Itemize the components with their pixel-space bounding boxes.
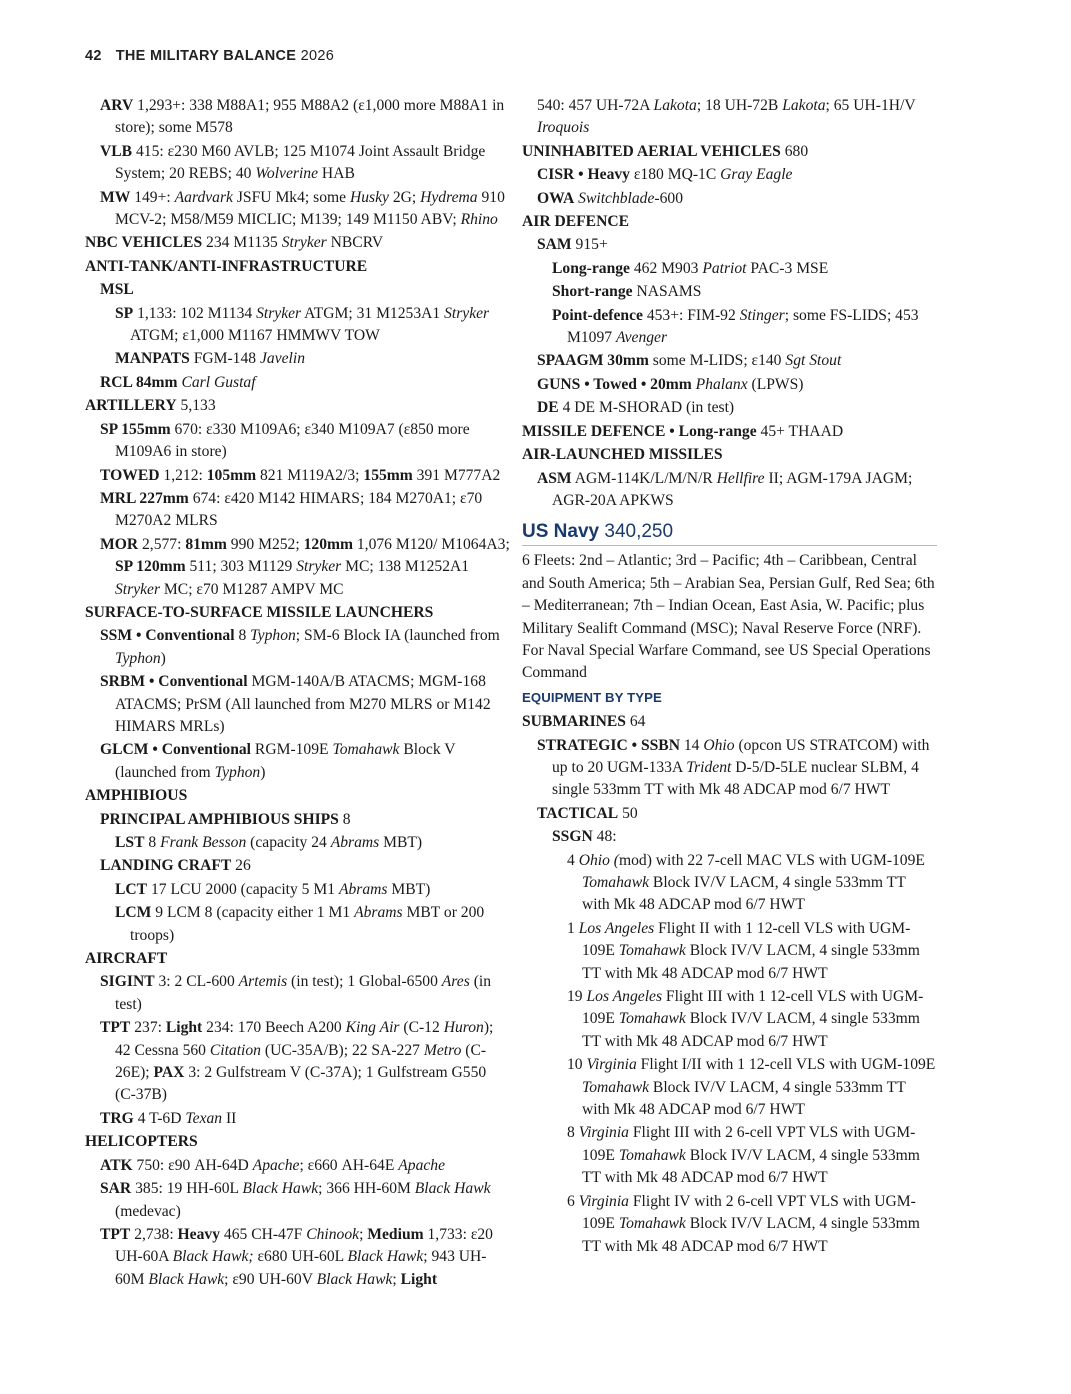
navy-equipment-list <box>522 711 937 1258</box>
entry-label: Heavy <box>177 1225 220 1243</box>
entry-label: NBC VEHICLES <box>85 234 203 252</box>
inventory-entry <box>85 303 510 348</box>
entry-text: 26 <box>231 857 251 875</box>
entry-name-italic: Javelin <box>259 350 306 368</box>
inventory-entry <box>85 785 510 807</box>
entry-name-italic: Lakota <box>782 97 826 114</box>
inventory-entry <box>85 1178 510 1223</box>
entry-text: 8 <box>144 834 161 851</box>
inventory-entry <box>85 1131 510 1153</box>
entry-label: STRATEGIC • SSBN <box>537 736 680 754</box>
inventory-entry <box>522 986 937 1053</box>
entry-name-italic: Virginia <box>586 1056 637 1074</box>
entry-label: AIR-LAUNCHED MISSILES <box>522 446 723 464</box>
entry-text: 1,733: ε20 UH-60A <box>115 1225 493 1266</box>
equipment-by-type-heading: EQUIPMENT BY TYPE <box>522 689 662 705</box>
entry-name-italic: Frank Besson <box>160 834 247 851</box>
entry-text: 234: 170 Beech A200 <box>202 1019 346 1037</box>
entry-label: SUBMARINES <box>522 713 626 731</box>
entry-text: (medevac) <box>115 1202 181 1220</box>
entry-text: Block IV/V LACM, 4 single 533mm TT with Mk 48 ADCAP mod 6/7 HWT <box>582 942 920 982</box>
entry-text: MBT) <box>387 880 431 898</box>
entry-label: LST <box>115 834 145 851</box>
entry-text: 50 <box>618 804 638 822</box>
entry-text: 48: <box>592 828 617 846</box>
entry-label: MISSILE DEFENCE • Long-range <box>522 422 757 440</box>
inventory-entry <box>85 256 510 278</box>
entry-text: 3: 2 CL-600 <box>154 973 239 991</box>
entry-text: RGM-109E <box>251 741 333 759</box>
entry-text: 821 M119A2/3; <box>256 466 364 484</box>
entry-label: TOWED <box>100 466 160 484</box>
entry-text: 391 M777A2 <box>412 466 501 484</box>
entry-text: ε180 MQ-1C <box>629 166 721 184</box>
entry-label: TPT <box>100 1225 131 1243</box>
entry-text: 64 <box>625 713 646 731</box>
entry-text: ; SM-6 Block IA (launched from <box>295 627 500 645</box>
entry-label: PAX <box>153 1064 185 1082</box>
entry-text: MC; ε70 M1287 AMPV MC <box>160 580 344 598</box>
inventory-entry <box>522 305 937 350</box>
entry-text: ; 366 HH-60M <box>318 1180 415 1198</box>
entry-text: 2,577: <box>138 535 186 553</box>
entry-text: 5,133 <box>176 397 216 415</box>
inventory-entry <box>522 918 937 985</box>
entry-text: Flight III with 2 6-cell VPT VLS with UGM-109E <box>582 1124 916 1164</box>
entry-text: 915+ <box>571 236 608 254</box>
entry-text: II <box>222 1109 237 1127</box>
entry-label: ARV <box>100 97 134 114</box>
entry-label: SPAAGM 30mm <box>537 352 649 370</box>
inventory-entry <box>522 826 937 848</box>
entry-name-italic: Sgt Stout <box>785 352 842 370</box>
entry-name-italic: Wolverine <box>255 165 319 183</box>
inventory-entry <box>85 232 510 254</box>
entry-label: SAR <box>100 1180 132 1198</box>
publication-title: THE MILITARY BALANCE <box>115 48 297 64</box>
entry-label: HELICOPTERS <box>85 1133 198 1151</box>
entry-label: MW <box>100 188 131 206</box>
entry-text: (C-26E); <box>115 1041 487 1082</box>
entry-label: TRG <box>100 1109 134 1127</box>
entry-name-italic: Tomahawk <box>332 741 400 759</box>
entry-text: MC; 138 M1252A1 <box>341 558 470 576</box>
entry-text: (in test); 1 Global-6500 <box>287 973 442 991</box>
entry-label: DE <box>537 399 559 417</box>
entry-text: 511; 303 M1129 <box>185 558 297 576</box>
entry-text: 462 M903 <box>629 259 703 277</box>
entry-text: ) <box>160 649 166 667</box>
inventory-entry <box>522 711 937 733</box>
entry-text: 415: ε230 M60 AVLB; 125 M1074 Joint Assault Bridge System; 20 REBS; 40 <box>115 142 486 183</box>
entry-text: ATGM; 31 M1253A1 <box>301 304 445 322</box>
entry-name-italic: Tomahawk <box>618 1146 686 1164</box>
inventory-entry <box>85 879 510 901</box>
entry-text: Block IV/V LACM, 4 single 533mm TT with Mk 48 ADCAP mod 6/7 HWT <box>582 1078 906 1119</box>
left-column <box>85 95 510 1292</box>
entry-text: Block V (launched from <box>115 741 456 781</box>
entry-text: 465 CH-47F <box>220 1225 307 1243</box>
entry-text: ; ε90 UH-60V <box>224 1270 317 1288</box>
inventory-entry <box>85 602 510 624</box>
inventory-entry <box>522 421 937 443</box>
entry-text: 1,076 M120/ M1064A3; <box>352 535 510 553</box>
entry-label: GUNS • Towed • 20mm <box>537 375 692 393</box>
inventory-entry <box>522 1122 937 1189</box>
entry-name-italic: Apache <box>398 1156 446 1174</box>
entry-text: 680 <box>780 142 809 160</box>
entry-name-italic: Aardvark <box>174 188 233 206</box>
inventory-entry <box>85 809 510 831</box>
entry-name-italic: Stryker <box>296 558 342 576</box>
inventory-entry <box>85 534 510 601</box>
entry-label: SAM <box>537 236 572 254</box>
entry-text: ; ε660 AH-64E <box>299 1156 399 1174</box>
entry-label: GLCM • Conventional <box>100 741 252 759</box>
entry-name-italic: Tomahawk <box>618 1010 686 1028</box>
inventory-entry <box>85 855 510 877</box>
entry-label: SP <box>115 304 134 322</box>
entry-label: AIRCRAFT <box>85 950 168 968</box>
inventory-entry <box>522 374 937 396</box>
entry-name-italic: Avenger <box>615 329 668 347</box>
entry-name-italic: Typhon <box>115 649 161 667</box>
entry-label: UNINHABITED AERIAL VEHICLES <box>522 142 781 160</box>
entry-text: 1,133: 102 M1134 <box>133 304 257 322</box>
entry-text: Block IV/V LACM, 4 single 533mm TT with Mk 48 ADCAP mod 6/7 HWT <box>582 874 906 914</box>
entry-label: VLB <box>100 142 133 160</box>
entry-name-italic: Typhon <box>250 627 296 645</box>
entry-text: 4 DE M-SHORAD (in test) <box>558 399 735 417</box>
entry-name-italic: Huron <box>443 1019 484 1037</box>
inventory-entry <box>522 164 937 186</box>
inventory-entry <box>85 395 510 417</box>
entry-name-italic: Patriot <box>702 259 747 277</box>
entry-label: LCT <box>115 880 148 898</box>
entry-name-italic: Texan <box>185 1109 223 1127</box>
page-header <box>85 48 334 64</box>
entry-text: 910 MCV-2; M58/M59 MICLIC; M139; 149 M1150 ABV; <box>115 188 505 229</box>
entry-label: TACTICAL <box>537 804 619 822</box>
entry-label: AMPHIBIOUS <box>85 787 188 805</box>
entry-text: ; 18 UH-72B <box>696 97 783 114</box>
inventory-entry <box>85 1108 510 1130</box>
inventory-entry <box>522 1191 937 1258</box>
entry-text: Block IV/V LACM, 4 single 533mm TT with Mk 48 ADCAP mod 6/7 HWT <box>582 1215 920 1255</box>
entry-name-italic: Tomahawk <box>582 874 650 891</box>
entry-label: RCL 84mm <box>100 373 178 391</box>
entry-name-italic: Trident <box>686 758 732 776</box>
entry-name-italic: Typhon <box>214 763 261 781</box>
entry-text: ; some FS-LIDS; 453 M1097 <box>567 306 919 347</box>
entry-label: TPT <box>100 1019 131 1037</box>
inventory-entry <box>85 948 510 970</box>
entry-name-italic: Citation <box>209 1041 261 1059</box>
inventory-entry <box>522 850 937 917</box>
entry-label: 120mm <box>303 535 353 553</box>
entry-name-italic: Ohio ( <box>578 851 619 869</box>
entry-name-italic: Iroquois <box>537 119 590 137</box>
entry-text: some M-LIDS; ε140 <box>648 352 786 370</box>
inventory-entry <box>522 188 937 210</box>
entry-text: 10 <box>567 1056 587 1074</box>
entry-text: 750: ε90 AH-64D <box>132 1156 253 1174</box>
entry-text: 8 <box>234 627 251 645</box>
entry-label: 81mm <box>185 535 227 553</box>
entry-text: ε680 UH-60L <box>253 1248 348 1266</box>
inventory-entry <box>85 348 510 370</box>
entry-label: SRBM • Conventional <box>100 673 248 691</box>
entry-text: NBCRV <box>326 234 384 252</box>
entry-name-italic: Abrams <box>338 880 388 898</box>
entry-text: ATGM; ε1,000 M1167 HMMWV TOW <box>130 327 380 345</box>
entry-name-italic: Lakota <box>653 97 697 114</box>
entry-name-italic: Black Hawk <box>148 1270 225 1288</box>
page-number: 42 <box>85 48 102 64</box>
inventory-entry <box>85 465 510 487</box>
entry-text: 17 LCU 2000 (capacity 5 M1 <box>147 880 339 898</box>
entry-name-italic: Artemis <box>238 973 288 991</box>
entry-label: Medium <box>367 1225 424 1243</box>
inventory-entry <box>85 187 510 232</box>
entry-text: (C-12 <box>399 1019 444 1037</box>
entry-text: ; 943 UH-60M <box>115 1248 487 1288</box>
right-column <box>522 95 937 1259</box>
entry-text: 1,293+: 338 M88A1; 955 M88A2 (ε1,000 more M88A1 in store); some M578 <box>115 97 505 137</box>
entry-label: ATK <box>100 1156 133 1174</box>
inventory-entry <box>522 444 937 466</box>
entry-text: 1 <box>567 919 579 937</box>
entry-text: 9 LCM 8 (capacity either 1 M1 <box>151 904 355 922</box>
entry-text: (UC-35A/B); 22 SA-227 <box>260 1041 424 1059</box>
entry-text: 674: ε420 M142 HIMARS; 184 M270A1; ε70 M270A2 MLRS <box>115 489 483 530</box>
entry-label: SP 120mm <box>115 558 186 576</box>
entry-text: 540: 457 UH-72A <box>537 97 654 114</box>
fleets-description: 6 Fleets: 2nd – Atlantic; 3rd – Pacific; 4th – Caribbean, Central and South America; 5th – Arabian Sea, Persian Gulf, Red Sea; 6th – Mediterranean; 7th – Indian Ocean, East Asia, W. Pacific; plus Military Sealift Command (MSC); Naval Reserve Force (NRF). For Naval Special Warfare Command, see US Special Operations Command <box>522 552 935 682</box>
inventory-entry <box>522 258 937 280</box>
entry-label: CISR • Heavy <box>537 166 630 184</box>
entry-label: Point-defence <box>552 306 643 324</box>
entry-text: MBT) <box>379 834 423 851</box>
inventory-entry <box>85 488 510 533</box>
personnel-strength: 340,250 <box>604 521 674 543</box>
entry-name-italic: Ohio <box>703 736 735 754</box>
entry-text: (capacity 24 <box>246 834 331 851</box>
inventory-entry <box>522 281 937 303</box>
entry-text: 8 <box>338 810 351 828</box>
entry-label: MRL 227mm <box>100 489 189 507</box>
entry-label: OWA <box>537 189 575 207</box>
entry-text: (in test) <box>115 973 492 1013</box>
entry-text: 8 <box>567 1124 579 1142</box>
inventory-entry <box>85 1155 510 1177</box>
entry-text: ; <box>359 1225 368 1243</box>
entry-label: SSM • Conventional <box>100 627 235 645</box>
inventory-entry <box>522 350 937 372</box>
entry-name-italic: Stryker <box>115 580 161 598</box>
inventory-entry <box>522 1054 937 1121</box>
inventory-entry <box>522 95 937 140</box>
entry-text: D-5/D-5LE nuclear SLBM, 4 single 533mm TT with Mk 48 ADCAP mod 6/7 HWT <box>552 758 919 799</box>
entry-text: 1,212: <box>159 466 207 484</box>
entry-text: II; AGM-179A JAGM; AGR-20A APKWS <box>552 469 913 509</box>
entry-text: FGM-148 <box>189 350 260 368</box>
entry-name-italic: Stryker <box>256 304 302 322</box>
inventory-entry <box>85 279 510 301</box>
entry-text: (opcon US STRATCOM) with up to 20 UGM-133A <box>552 736 930 776</box>
entry-text: Flight III with 1 12-cell VLS with UGM-109E <box>582 988 924 1028</box>
entry-label: AIR DEFENCE <box>522 213 630 231</box>
entry-text: Block IV/V LACM, 4 single 533mm TT with Mk 48 ADCAP mod 6/7 HWT <box>582 1010 920 1050</box>
entry-name-italic: Switchblade <box>578 189 655 207</box>
entry-text: 234 M1135 <box>202 234 282 252</box>
entry-name-italic: Black Hawk <box>242 1180 319 1198</box>
inventory-entry <box>85 1017 510 1107</box>
entry-text: 45+ THAAD <box>756 422 844 440</box>
publication-year: 2026 <box>300 48 335 64</box>
entry-text: Block IV/V LACM, 4 single 533mm TT with Mk 48 ADCAP mod 6/7 HWT <box>582 1146 920 1187</box>
entry-label: SURFACE-TO-SURFACE MISSILE LAUNCHERS <box>85 603 434 621</box>
entry-text: mod) with 22 7-cell MAC VLS with UGM-109E <box>618 851 925 869</box>
entry-text: MGM-140A/B ATACMS; MGM-168 ATACMS; PrSM (All launched from M270 MLRS or M142 HIMARS MRLs) <box>115 673 491 735</box>
inventory-entry <box>85 95 510 140</box>
entry-text: 4 T-6D <box>133 1109 186 1127</box>
entry-name-italic: Los Angeles <box>578 919 655 937</box>
entry-text: 6 <box>567 1192 579 1210</box>
entry-text: ); 42 Cessna 560 <box>115 1019 494 1059</box>
inventory-entry <box>522 211 937 233</box>
entry-label: PRINCIPAL AMPHIBIOUS SHIPS <box>100 810 339 828</box>
entry-label: Long-range <box>552 259 630 277</box>
army-equipment-continued <box>522 95 937 512</box>
entry-text: HAB <box>318 165 355 183</box>
entry-name-italic: Rhino <box>460 211 498 229</box>
entry-text: 14 <box>679 736 704 754</box>
entry-name-italic: Husky <box>349 188 389 206</box>
entry-text: 990 M252; <box>226 535 304 553</box>
entry-label: 105mm <box>206 466 257 484</box>
entry-text: MBT or 200 troops) <box>130 904 485 944</box>
inventory-entry <box>522 234 937 256</box>
entry-text: PAC-3 MSE <box>746 259 829 277</box>
entry-text: 19 <box>567 988 587 1006</box>
entry-name-italic: Black Hawk <box>414 1180 491 1198</box>
entry-label: LCM <box>115 904 152 922</box>
entry-text: 3: 2 Gulfstream V (C-37A); 1 Gulfstream G550 (C-37B) <box>115 1064 487 1104</box>
entry-name-italic: King Air <box>345 1019 400 1037</box>
entry-label: SSGN <box>552 828 593 846</box>
entry-name-italic: Hellfire <box>716 469 765 487</box>
inventory-entry <box>85 372 510 394</box>
inventory-entry <box>85 902 510 947</box>
entry-name-italic: Black Hawk; <box>172 1248 254 1266</box>
entry-name-italic: Chinook <box>306 1225 360 1243</box>
inventory-entry <box>522 397 937 419</box>
inventory-entry <box>522 141 937 163</box>
entry-label: Light <box>165 1019 203 1037</box>
entry-label: Light <box>400 1270 438 1288</box>
inventory-entry <box>85 739 510 784</box>
entry-text: Flight II with 1 12-cell VLS with UGM-109E <box>582 919 911 960</box>
inventory-entry <box>522 735 937 802</box>
entry-name-italic: Metro <box>423 1041 462 1059</box>
inventory-entry <box>85 671 510 738</box>
entry-text: 2G; <box>388 188 421 206</box>
entry-name-italic: Hydrema <box>420 188 478 206</box>
entry-name-italic: Ares <box>441 973 470 991</box>
section-title: US Navy <box>522 521 600 543</box>
entry-name-italic: Tomahawk <box>618 942 686 960</box>
inventory-entry <box>85 1224 510 1291</box>
entry-text: 2,738: <box>130 1225 178 1243</box>
entry-text: Flight IV with 2 6-cell VPT VLS with UGM-109E <box>582 1192 916 1233</box>
inventory-entry <box>85 141 510 186</box>
entry-label: MANPATS <box>115 350 190 368</box>
entry-label: LANDING CRAFT <box>100 857 232 875</box>
entry-text: 385: 19 HH-60L <box>131 1180 243 1198</box>
entry-text: -600 <box>654 189 683 207</box>
entry-text: 453+: FIM-92 <box>642 306 740 324</box>
entry-text: NASAMS <box>632 283 702 301</box>
entry-name-italic: Tomahawk <box>618 1215 686 1233</box>
entry-name-italic: Stryker <box>444 304 490 322</box>
entry-label: Short-range <box>552 283 633 301</box>
entry-label: ANTI-TANK/ANTI-INFRASTRUCTURE <box>85 257 368 275</box>
entry-text: 4 <box>567 851 579 869</box>
entry-text: ; <box>392 1270 401 1288</box>
entry-text: (LPWS) <box>747 375 804 393</box>
entry-text: 149+: <box>130 188 175 206</box>
entry-label: SIGINT <box>100 973 155 991</box>
entry-label: 155mm <box>363 466 413 484</box>
entry-name-italic: Carl Gustaf <box>181 373 256 391</box>
entry-name-italic: Gray Eagle <box>720 166 793 184</box>
entry-name-italic: Black Hawk <box>347 1248 424 1266</box>
entry-text: AGM-114K/L/M/N/R <box>571 469 717 487</box>
entry-text: ) <box>260 763 266 781</box>
entry-name-italic: Phalanx <box>695 375 748 393</box>
inventory-entry <box>85 625 510 670</box>
entry-name-italic: Virginia <box>578 1192 629 1210</box>
entry-name-italic: Black Hawk <box>316 1270 393 1288</box>
entry-text: 237: <box>130 1019 166 1037</box>
inventory-entry <box>522 803 937 825</box>
entry-name-italic: Los Angeles <box>586 988 663 1006</box>
section-heading-us-navy <box>522 520 937 546</box>
entry-name-italic: Tomahawk <box>582 1078 650 1096</box>
entry-name-italic: Apache <box>252 1156 300 1174</box>
entry-text: JSFU Mk4; some <box>232 188 350 206</box>
entry-text: 670: ε330 M109A6; ε340 M109A7 (ε850 more M109A6 in store) <box>115 420 470 461</box>
entry-label: ARTILLERY <box>85 397 177 415</box>
entry-label: MOR <box>100 535 139 553</box>
inventory-entry <box>85 419 510 464</box>
inventory-entry <box>85 832 510 854</box>
entry-name-italic: Stryker <box>281 234 327 252</box>
inventory-entry <box>85 971 510 1016</box>
entry-name-italic: Stinger <box>739 306 785 324</box>
entry-text: Flight I/II with 1 12-cell VLS with UGM-109E <box>636 1056 936 1074</box>
entry-label: MSL <box>100 281 134 299</box>
entry-name-italic: Abrams <box>354 904 403 922</box>
entry-label: SP 155mm <box>100 420 171 438</box>
inventory-entry <box>522 468 937 513</box>
entry-name-italic: Abrams <box>330 834 380 851</box>
entry-name-italic: Virginia <box>578 1124 629 1142</box>
entry-text: ; 65 UH-1H/V <box>825 97 916 114</box>
entry-label: ASM <box>537 469 572 487</box>
